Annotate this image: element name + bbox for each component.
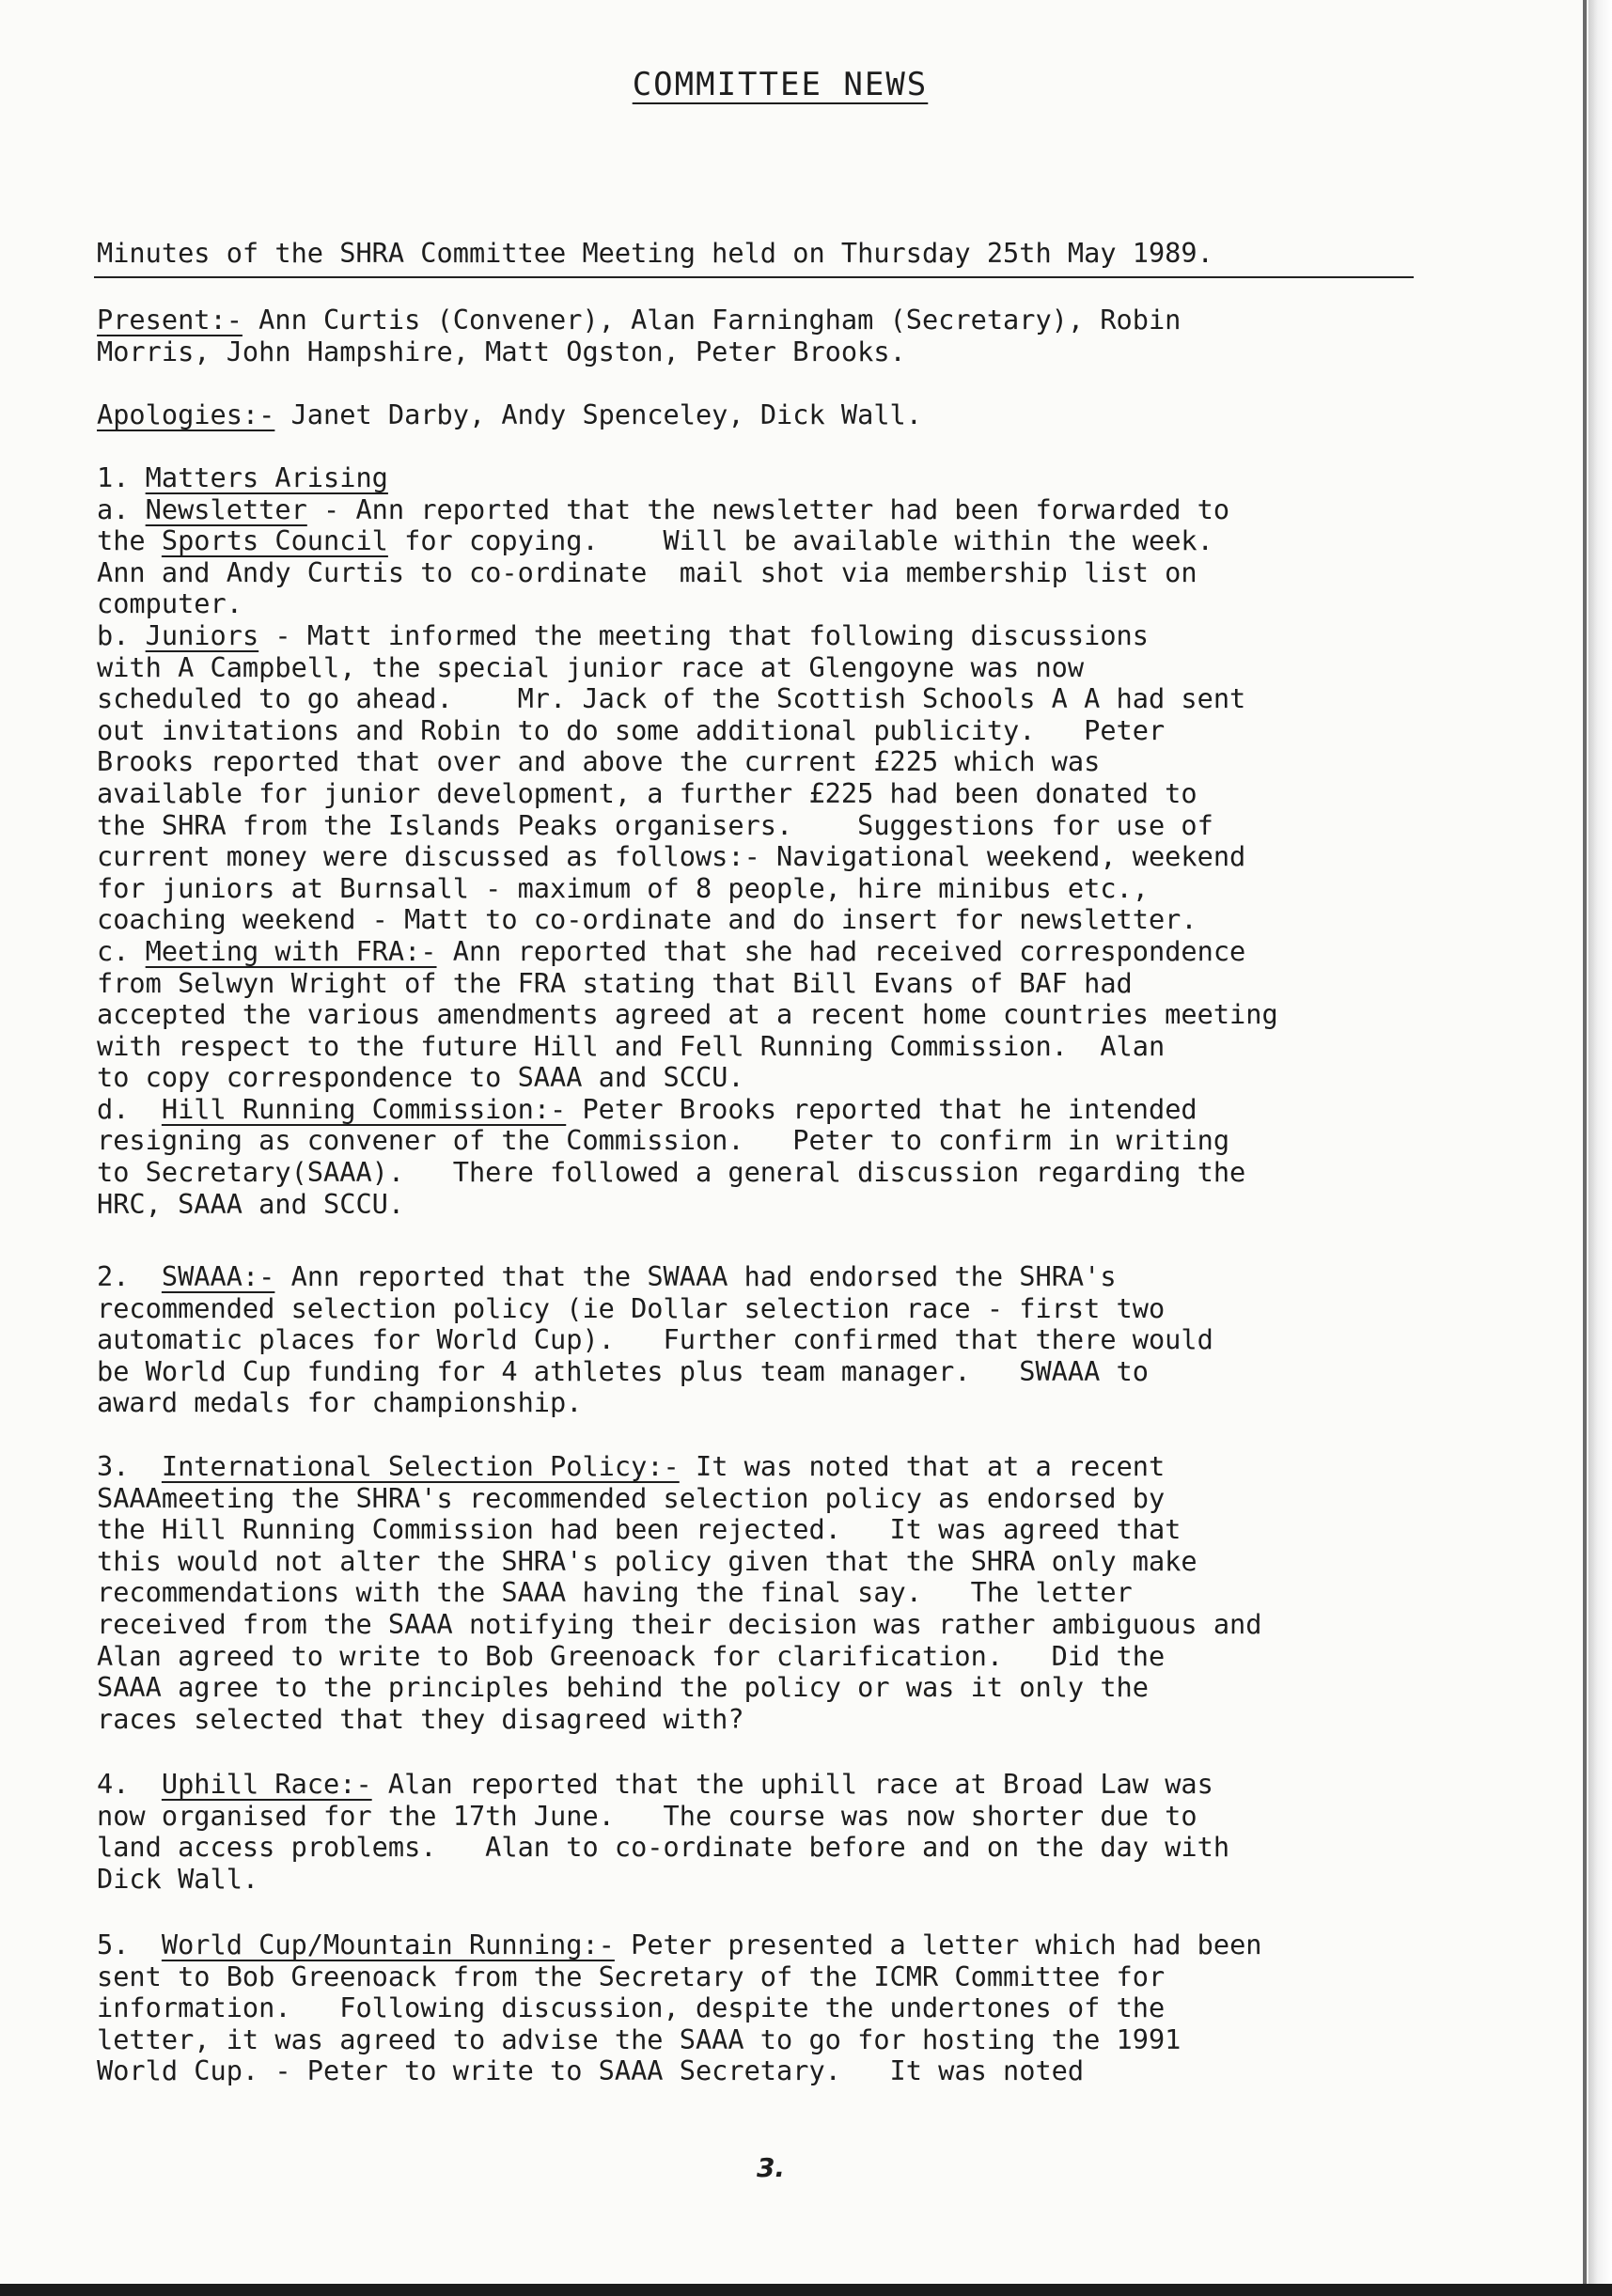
minutes-heading-rule xyxy=(94,276,1414,278)
item-heading-juniors: Juniors xyxy=(145,618,259,651)
page-edge-shadow xyxy=(1589,0,1612,2296)
scan-bottom-border xyxy=(0,2284,1612,2296)
section-international-selection-policy: 3. International Selection Policy:- It was noted that at a recent SAAAmeeting the SHRA's recommended selection policy as endorsed by the Hill Running Commission had been rejected. It was agreed that this would not alter the SHRA's policy given that the SHRA only make recommendations with the SAAA having the final say. The letter received from the SAAA notifying their decision was rather ambiguous and Alan agreed to write to Bob Greenoack for clarification. Did the SAAA agree to the principles behind the policy or was it only the races selected that they disagreed with? xyxy=(97,1450,1262,1735)
section-heading: SWAAA:- xyxy=(161,1260,275,1292)
apologies-paragraph: Apologies:- Janet Darby, Andy Spenceley, Dick Wall. xyxy=(97,398,922,430)
page-title: COMMITTEE NEWS xyxy=(632,66,929,103)
section-world-cup-mountain-running: 5. World Cup/Mountain Running:- Peter presented a letter which had been sent to Bob Greenoack from the Secretary of the ICMR Committee for information. Following discussion, despite the undertones of the letter, it was agreed to advise the SAAA to go for hosting the 1991 World Cup. - Peter to write to SAAA Secretary. It was noted xyxy=(97,1929,1262,2087)
section-swaaa: 2. SWAAA:- Ann reported that the SWAAA had endorsed the SHRA's recommended selection policy (ie Dollar selection race - first two automatic places for World Cup). Further confirmed that there would be World Cup funding for 4 athletes plus team manager. SWAAA to award medals for championship. xyxy=(97,1260,1213,1419)
present-label: Present:- xyxy=(97,304,243,336)
item-heading-hill-running-commission: Hill Running Commission:- xyxy=(161,1092,567,1125)
section-heading: Uphill Race:- xyxy=(161,1768,372,1800)
present-paragraph: Present:- Ann Curtis (Convener), Alan Farningham (Secretary), Robin Morris, John Hampshire, Matt Ogston, Peter Brooks. xyxy=(97,304,1182,367)
section-heading: International Selection Policy:- xyxy=(161,1450,680,1482)
section-uphill-race: 4. Uphill Race:- Alan reported that the uphill race at Broad Law was now organised for the 17th June. The course was now shorter due to land access problems. Alan to co-ordinate before and on the day with Dick Wall. xyxy=(97,1768,1230,1895)
apologies-label: Apologies:- xyxy=(97,398,275,430)
page-number: 3. xyxy=(756,2152,786,2183)
minutes-heading: Minutes of the SHRA Committee Meeting held on Thursday 25th May 1989. xyxy=(97,237,1213,269)
section-heading: World Cup/Mountain Running:- xyxy=(161,1929,615,1960)
item-heading-newsletter: Newsletter xyxy=(145,492,307,525)
item-heading-meeting-fra: Meeting with FRA:- xyxy=(145,934,437,967)
section-heading: Matters Arising xyxy=(145,461,388,493)
section-matters-arising: 1. Matters Arising a. Newsletter - Ann reported that the newsletter had been forwarded to the Sports Council for copying. Will be available within the week. Ann and Andy Curtis to co-ordinate mail shot via membership list on computer. b. Juniors - Matt informed the meeting that following discussions with A Campbell, the special junior race at Glengoyne was now scheduled to go ahead. Mr. Jack of the Scottish Schools A A had sent out invitations and Robin to do some additional publicity. Peter Brooks reported that over and above the current £225 which was available for junior development, a further £225 had been donated to the SHRA from the Islands Peaks organisers. Suggestions for use of current money were discussed as follows:- Navigational weekend, weekend for juniors at Burnsall - maximum of 8 people, hire minibus etc., coaching weekend - Matt to co-ordinate and do insert for newsletter. c. Meeting with FRA:- Ann reported that she had received correspondence from Selwyn Wright of the FRA stating that Bill Evans of BAF had accepted the various amendments agreed at a recent home countries meeting with respect to the future Hill and Fell Running Commission. Alan to copy correspondence to SAAA and SCCU. d. Hill Running Commission:- Peter Brooks reported that he intended resigning as convener of the Commission. Peter to confirm in writing to Secretary(SAAA). There followed a general discussion regarding the HRC, SAAA and SCCU. xyxy=(97,461,1278,1220)
